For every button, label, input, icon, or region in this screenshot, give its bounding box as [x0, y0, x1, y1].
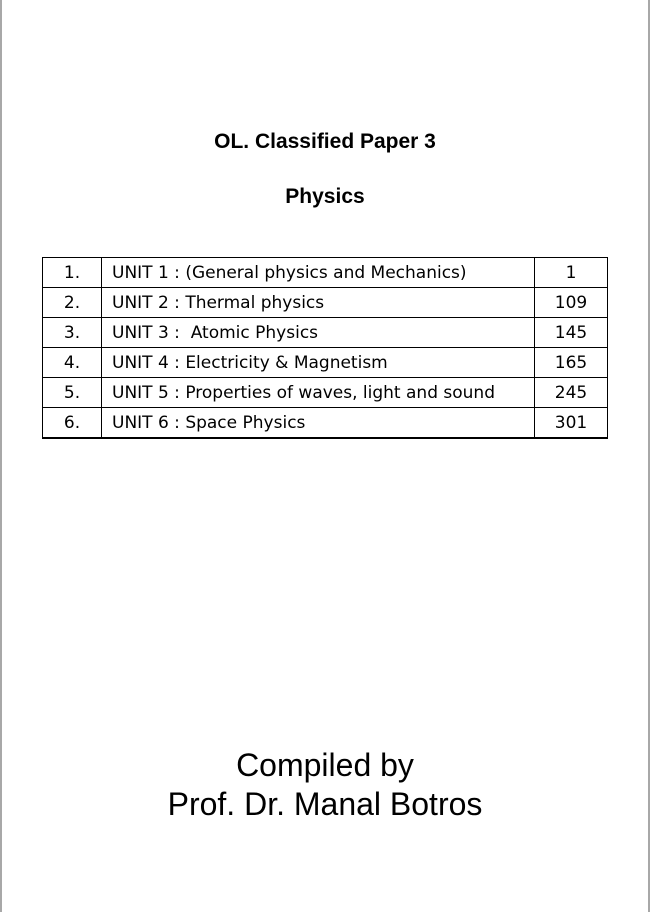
document-subject: Physics — [285, 185, 365, 208]
toc-page: 301 — [535, 408, 608, 439]
document-title: OL. Classified Paper 3 — [214, 130, 436, 153]
toc-page: 145 — [535, 318, 608, 348]
toc-number: 2. — [43, 288, 102, 318]
toc-page: 165 — [535, 348, 608, 378]
table-of-contents — [42, 257, 608, 439]
toc-number: 1. — [43, 258, 102, 288]
toc-page: 1 — [535, 258, 608, 288]
table-row — [43, 318, 608, 348]
author-name: Prof. Dr. Manal Botros — [167, 786, 483, 822]
toc-unit: UNIT 3 : Atomic Physics — [102, 318, 535, 348]
toc-page: 245 — [535, 378, 608, 408]
toc-unit: UNIT 4 : Electricity & Magnetism — [102, 348, 535, 378]
toc-unit: UNIT 2 : Thermal physics — [102, 288, 535, 318]
toc-number: 5. — [43, 378, 102, 408]
toc-unit: UNIT 6 : Space Physics — [102, 408, 535, 439]
toc-number: 6. — [43, 408, 102, 439]
toc-unit: UNIT 5 : Properties of waves, light and sound — [102, 378, 535, 408]
toc-unit: UNIT 1 : (General physics and Mechanics) — [102, 258, 535, 288]
compiled-by-label: Compiled by — [236, 747, 414, 783]
table-row — [43, 378, 608, 408]
table-row — [43, 348, 608, 378]
table-row — [43, 258, 608, 288]
table-row — [43, 288, 608, 318]
toc-number: 4. — [43, 348, 102, 378]
compiled-by-block — [0, 746, 650, 824]
table-row — [43, 408, 608, 439]
toc-number: 3. — [43, 318, 102, 348]
toc-page: 109 — [535, 288, 608, 318]
